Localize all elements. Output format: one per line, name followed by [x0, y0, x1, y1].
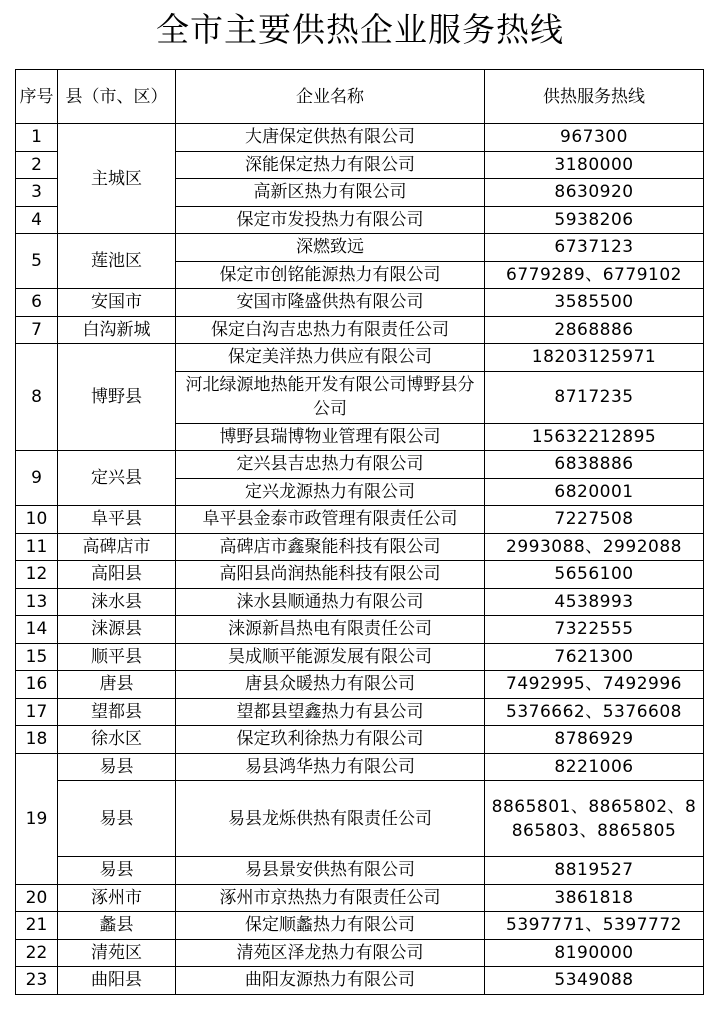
table-row	[16, 124, 704, 152]
county-cell: 主城区	[58, 124, 176, 234]
table-row	[16, 753, 704, 781]
company-cell: 深燃致远	[176, 234, 485, 262]
table-row	[16, 857, 704, 885]
table-row	[16, 616, 704, 644]
seq-cell: 12	[16, 561, 58, 589]
table-row	[16, 588, 704, 616]
hotline-cell: 5376662、5376608	[485, 698, 704, 726]
hotline-cell: 8819527	[485, 857, 704, 885]
header-hotline: 供热服务热线	[485, 70, 704, 124]
company-cell: 昊成顺平能源发展有限公司	[176, 643, 485, 671]
seq-cell: 18	[16, 726, 58, 754]
table-row	[16, 451, 704, 479]
hotline-cell: 967300	[485, 124, 704, 152]
company-cell: 望都县望鑫热力有县公司	[176, 698, 485, 726]
hotline-cell: 8865801、8865802、8865803、8865805	[485, 781, 704, 857]
county-cell: 涿州市	[58, 884, 176, 912]
company-cell: 保定白沟吉忠热力有限责任公司	[176, 316, 485, 344]
county-cell: 博野县	[58, 344, 176, 451]
seq-cell: 20	[16, 884, 58, 912]
company-cell: 保定美洋热力供应有限公司	[176, 344, 485, 372]
table-row	[16, 289, 704, 317]
seq-cell: 23	[16, 967, 58, 995]
county-cell: 白沟新城	[58, 316, 176, 344]
hotline-cell: 2868886	[485, 316, 704, 344]
county-cell: 徐水区	[58, 726, 176, 754]
company-cell: 阜平县金泰市政管理有限责任公司	[176, 506, 485, 534]
company-cell: 唐县众暖热力有限公司	[176, 671, 485, 699]
seq-cell: 3	[16, 179, 58, 207]
seq-cell: 2	[16, 151, 58, 179]
header-county: 县（市、区）	[58, 70, 176, 124]
hotline-cell: 5397771、5397772	[485, 912, 704, 940]
company-cell: 高碑店市鑫聚能科技有限公司	[176, 533, 485, 561]
hotline-cell: 6838886	[485, 451, 704, 479]
company-cell: 涞水县顺通热力有限公司	[176, 588, 485, 616]
company-cell: 曲阳友源热力有限公司	[176, 967, 485, 995]
hotline-cell: 8190000	[485, 939, 704, 967]
hotline-cell: 7322555	[485, 616, 704, 644]
seq-cell: 14	[16, 616, 58, 644]
county-cell: 易县	[58, 781, 176, 857]
header-seq: 序号	[16, 70, 58, 124]
hotline-cell: 3585500	[485, 289, 704, 317]
company-cell: 保定顺蠡热力有限公司	[176, 912, 485, 940]
county-cell: 蠡县	[58, 912, 176, 940]
hotline-cell: 8221006	[485, 753, 704, 781]
seq-cell: 1	[16, 124, 58, 152]
company-cell: 保定市创铭能源热力有限公司	[176, 261, 485, 289]
company-cell: 大唐保定供热有限公司	[176, 124, 485, 152]
county-cell: 阜平县	[58, 506, 176, 534]
seq-cell: 19	[16, 753, 58, 884]
hotline-cell: 7227508	[485, 506, 704, 534]
company-cell: 定兴县吉忠热力有限公司	[176, 451, 485, 479]
county-cell: 易县	[58, 857, 176, 885]
company-cell: 涞源新昌热电有限责任公司	[176, 616, 485, 644]
hotline-cell: 3180000	[485, 151, 704, 179]
county-cell: 唐县	[58, 671, 176, 699]
table-row	[16, 671, 704, 699]
seq-cell: 22	[16, 939, 58, 967]
hotline-cell: 5656100	[485, 561, 704, 589]
county-cell: 望都县	[58, 698, 176, 726]
company-cell: 深能保定热力有限公司	[176, 151, 485, 179]
county-cell: 易县	[58, 753, 176, 781]
hotline-cell: 8717235	[485, 371, 704, 423]
company-cell: 河北绿源地热能开发有限公司博野县分公司	[176, 371, 485, 423]
county-cell: 涞源县	[58, 616, 176, 644]
hotline-cell: 7492995、7492996	[485, 671, 704, 699]
seq-cell: 5	[16, 234, 58, 289]
company-cell: 保定玖利徐热力有限公司	[176, 726, 485, 754]
table-row	[16, 344, 704, 372]
county-cell: 高碑店市	[58, 533, 176, 561]
table-row	[16, 912, 704, 940]
hotline-cell: 6820001	[485, 478, 704, 506]
seq-cell: 15	[16, 643, 58, 671]
company-cell: 保定市发投热力有限公司	[176, 206, 485, 234]
company-cell: 安国市隆盛供热有限公司	[176, 289, 485, 317]
company-cell: 涿州市京热热力有限责任公司	[176, 884, 485, 912]
company-cell: 高阳县尚润热能科技有限公司	[176, 561, 485, 589]
table-row	[16, 884, 704, 912]
seq-cell: 17	[16, 698, 58, 726]
seq-cell: 9	[16, 451, 58, 506]
header-company: 企业名称	[176, 70, 485, 124]
hotline-cell: 4538993	[485, 588, 704, 616]
company-cell: 博野县瑞博物业管理有限公司	[176, 423, 485, 451]
hotline-cell: 18203125971	[485, 344, 704, 372]
hotline-cell: 3861818	[485, 884, 704, 912]
hotline-cell: 6779289、6779102	[485, 261, 704, 289]
hotline-cell: 5349088	[485, 967, 704, 995]
table-row	[16, 533, 704, 561]
county-cell: 莲池区	[58, 234, 176, 289]
hotline-cell: 2993088、2992088	[485, 533, 704, 561]
company-cell: 易县龙烁供热有限责任公司	[176, 781, 485, 857]
seq-cell: 13	[16, 588, 58, 616]
page-title: 全市主要供热企业服务热线	[156, 10, 564, 49]
table-row	[16, 698, 704, 726]
table-row	[16, 967, 704, 995]
company-cell: 清苑区泽龙热力有限公司	[176, 939, 485, 967]
county-cell: 涞水县	[58, 588, 176, 616]
seq-cell: 8	[16, 344, 58, 451]
county-cell: 定兴县	[58, 451, 176, 506]
seq-cell: 10	[16, 506, 58, 534]
hotline-cell: 5938206	[485, 206, 704, 234]
table-row	[16, 726, 704, 754]
seq-cell: 6	[16, 289, 58, 317]
county-cell: 曲阳县	[58, 967, 176, 995]
hotline-table	[15, 69, 704, 995]
table-row	[16, 506, 704, 534]
seq-cell: 4	[16, 206, 58, 234]
county-cell: 安国市	[58, 289, 176, 317]
table-row	[16, 939, 704, 967]
table-row	[16, 234, 704, 262]
table-row	[16, 561, 704, 589]
company-cell: 高新区热力有限公司	[176, 179, 485, 207]
seq-cell: 7	[16, 316, 58, 344]
hotline-cell: 8630920	[485, 179, 704, 207]
seq-cell: 16	[16, 671, 58, 699]
table-row	[16, 643, 704, 671]
hotline-cell: 7621300	[485, 643, 704, 671]
company-cell: 定兴龙源热力有限公司	[176, 478, 485, 506]
hotline-cell: 6737123	[485, 234, 704, 262]
seq-cell: 11	[16, 533, 58, 561]
table-row	[16, 781, 704, 857]
county-cell: 顺平县	[58, 643, 176, 671]
hotline-cell: 15632212895	[485, 423, 704, 451]
seq-cell: 21	[16, 912, 58, 940]
company-cell: 易县鸿华热力有限公司	[176, 753, 485, 781]
hotline-cell: 8786929	[485, 726, 704, 754]
company-cell: 易县景安供热有限公司	[176, 857, 485, 885]
county-cell: 高阳县	[58, 561, 176, 589]
county-cell: 清苑区	[58, 939, 176, 967]
table-row	[16, 316, 704, 344]
